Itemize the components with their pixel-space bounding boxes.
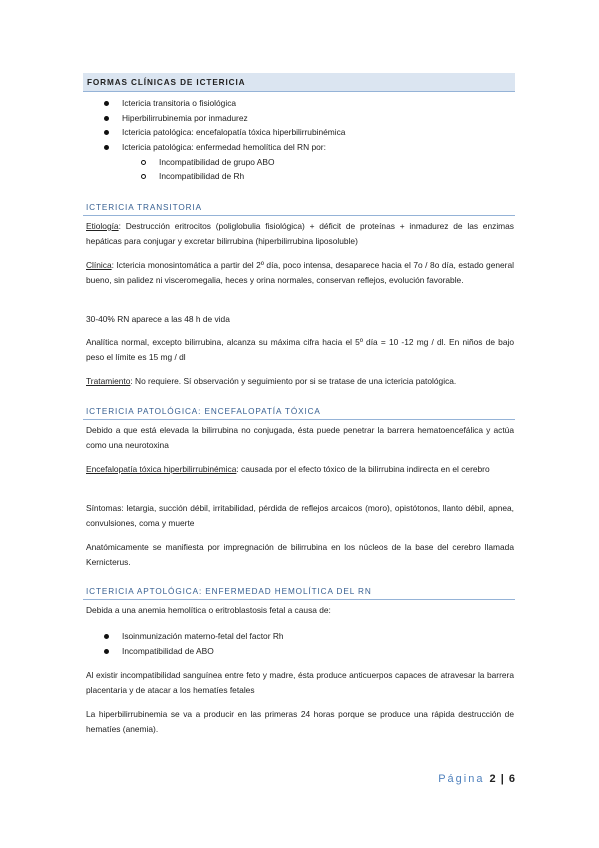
paragraph-etiologia: Etiología: Destrucción eritrocitos (poliglobulia fisiológica) + déficit de proteínas + inmadurez de las enzimas hepáticas para conjugar y excretar bilirrubina (hiperbilirrubina liposoluble) [86, 221, 514, 246]
section-heading-encefalopatia: ICTERICIA PATOLÓGICA: ENCEFALOPATÍA TÓXICA [83, 406, 515, 420]
bullet-icon [104, 649, 109, 654]
paragraph-sintomas: Síntomas: letargia, succión débil, irritabilidad, pérdida de reflejos arcaicos (moro), opistótonos, llanto débil, apnea, convulsiones, coma y muerte [86, 503, 514, 528]
paragraph-analitica: Analítica normal, excepto bilirrubina, alcanza su máxima cifra hacia el 5º día = 10 -12 mg / dl. En niños de bajo peso el límite es 15 mg / dl [86, 337, 514, 362]
list-item: Incompatibilidad de ABO [104, 644, 284, 659]
list-item: Hiperbilirrubinemia por inmadurez [104, 111, 345, 126]
formas-sublist [141, 155, 274, 184]
paragraph-tratamiento: Tratamiento: No requiere. Sí observación y seguimiento por si se tratase de una ictericia patológica. [86, 376, 457, 386]
bullet-icon [104, 145, 109, 150]
bullet-icon [104, 116, 109, 121]
formas-list [104, 96, 345, 154]
circle-bullet-icon [141, 174, 146, 179]
paragraph-hiperbilirrubinemia: La hiperbilirrubinemia se va a producir en las primeras 24 horas porque se produce una rápida destrucción de hematíes (anemia). [86, 709, 514, 734]
page-number: Página 2 | 6 [438, 773, 515, 785]
section-heading-formas: FORMAS CLÍNICAS DE ICTERICIA [83, 73, 515, 92]
paragraph-anatomia: Anatómicamente se manifiesta por impregnación de bilirrubina en los núcleos de la base del cerebro llamada Kernicterus. [86, 542, 514, 567]
paragraph-incidencia: 30-40% RN aparece a las 48 h de vida [86, 314, 230, 324]
list-item: Ictericia patológica: encefalopatía tóxica hiperbilirrubinémica [104, 125, 345, 140]
paragraph-encefalopatia-definicion: Encefalopatía tóxica hiperbilirrubinémica: causada por el efecto tóxico de la bilirrubina indirecta en el cerebro [86, 464, 490, 474]
paragraph-clinica: Clínica: Ictericia monosintomática a partir del 2º día, poco intensa, desaparece hacia el 7o / 8o día, estado general bueno, sin palidez ni visceromegalia, heces y orina normales, conservan reflejos, evolución favorable. [86, 260, 514, 285]
bullet-icon [104, 101, 109, 106]
tratamiento-label: Tratamiento [86, 376, 131, 386]
paragraph-encefalopatia-intro: Debido a que está elevada la bilirrubina no conjugada, ésta puede penetrar la barrera hematoencefálica y actúa como una neurotoxina [86, 425, 514, 450]
list-item: Ictericia patológica: enfermedad hemolítica del RN por: [104, 140, 345, 155]
bullet-icon [104, 130, 109, 135]
list-item: Incompatibilidad de grupo ABO [141, 155, 274, 170]
section-heading-hemolitica: ICTERICIA APTOLÓGICA: ENFERMEDAD HEMOLÍTICA DEL RN [83, 586, 515, 600]
section-heading-transitoria: ICTERICIA TRANSITORIA [83, 202, 515, 216]
paragraph-hemolitica-intro: Debida a una anemia hemolítica o eritroblastosis fetal a causa de: [86, 605, 331, 615]
list-item: Ictericia transitoria o fisiológica [104, 96, 345, 111]
list-item: Incompatibilidad de Rh [141, 169, 274, 184]
encefalopatia-label: Encefalopatía tóxica hiperbilirrubinémica [86, 464, 237, 474]
paragraph-mecanismo: Al existir incompatibilidad sanguínea entre feto y madre, ésta produce anticuerpos capaces de atravesar la barrera placentaria y de atacar a los hematíes fetales [86, 670, 514, 695]
list-item: Isoinmunización materno-fetal del factor Rh [104, 629, 284, 644]
etiologia-label: Etiología [86, 221, 119, 231]
bullet-icon [104, 634, 109, 639]
clinica-label: Clínica [86, 260, 112, 270]
hemolitica-list [104, 629, 284, 658]
circle-bullet-icon [141, 160, 146, 165]
